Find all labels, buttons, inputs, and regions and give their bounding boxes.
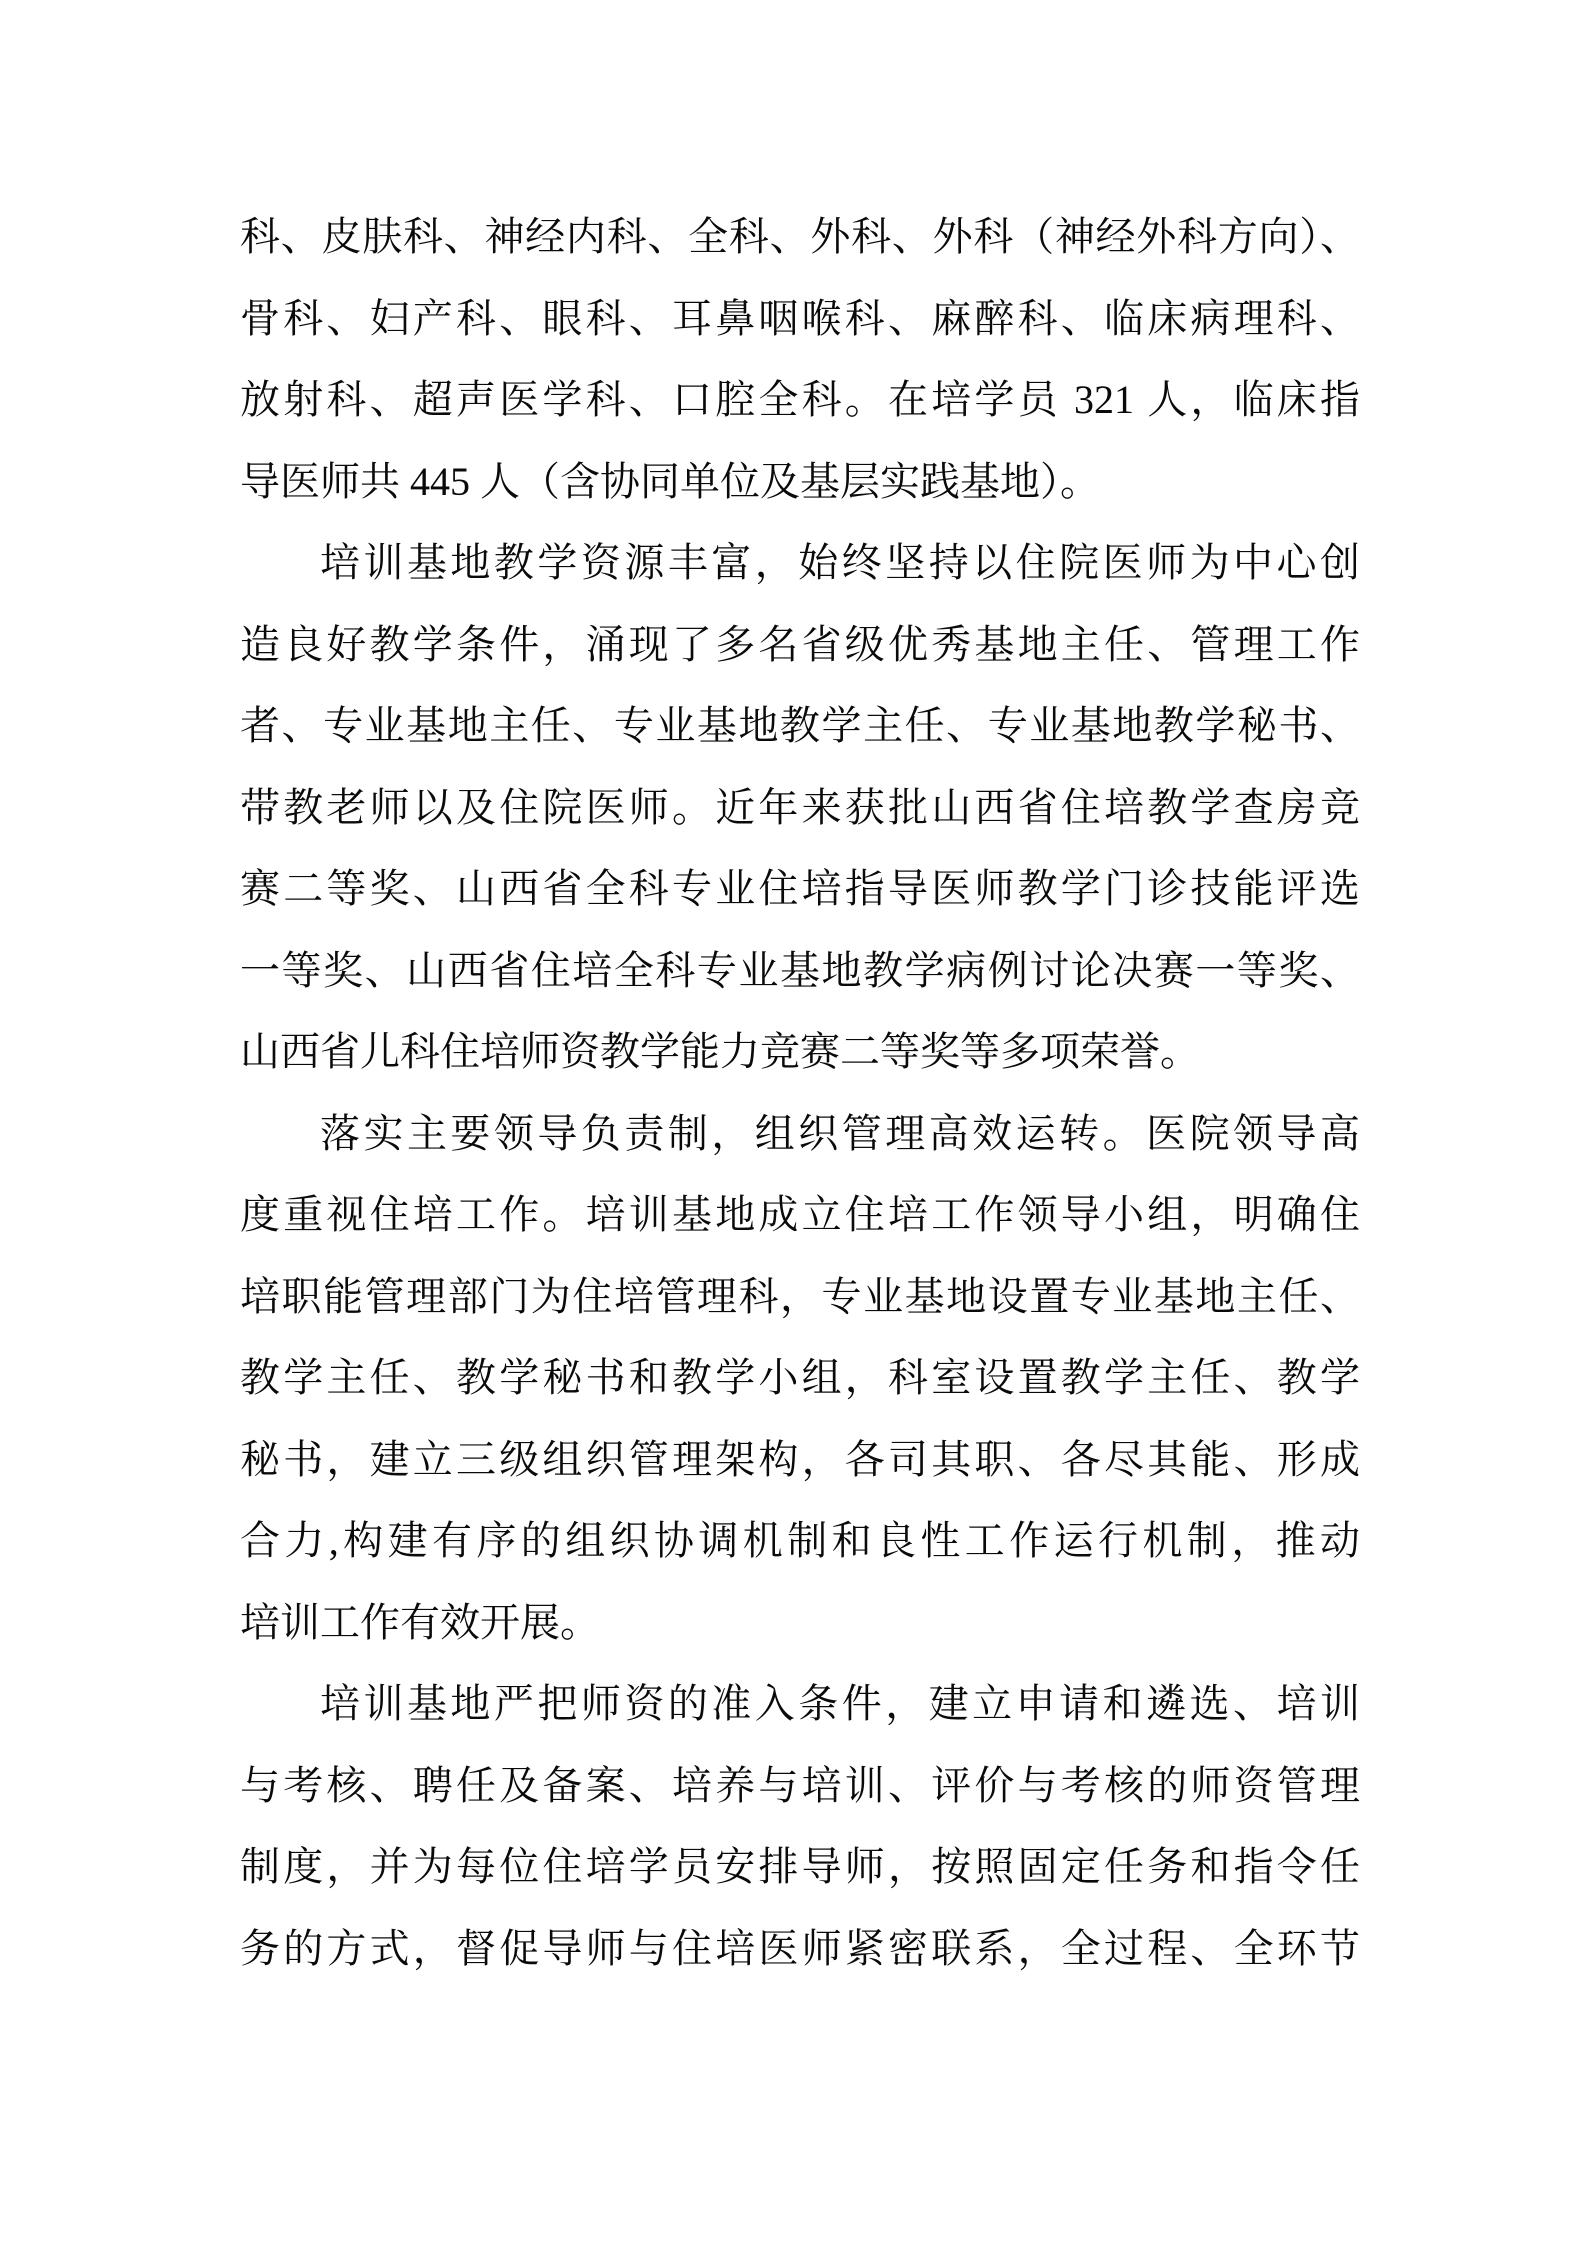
document-text <box>240 196 1360 1989</box>
text-line: 一等奖、山西省住培全科专业基地教学病例讨论决赛一等奖、 <box>240 947 1360 993</box>
text-line: 者、专业基地主任、专业基地教学主任、专业基地教学秘书、 <box>240 703 1360 748</box>
text-line: 合力,构建有序的组织协调机制和良性工作运行机制，推动 <box>240 1518 1360 1563</box>
text-line: 培职能管理部门为住培管理科，专业基地设置专业基地主任、 <box>240 1273 1360 1319</box>
text-line: 造良好教学条件，涌现了多名省级优秀基地主任、管理工作 <box>240 621 1360 667</box>
text-line: 度重视住培工作。培训基地成立住培工作领导小组，明确住 <box>240 1192 1360 1237</box>
text-line: 与考核、聘任及备案、培养与培训、评价与考核的师资管理 <box>240 1762 1360 1808</box>
text-line: 赛二等奖、山西省全科专业住培指导医师教学门诊技能评选 <box>240 866 1360 911</box>
text-line: 务的方式，督促导师与住培医师紧密联系，全过程、全环节 <box>240 1925 1360 1971</box>
text-line: 导医师共 445 人（含协同单位及基层实践基地）。 <box>240 458 1100 504</box>
text-line: 培训基地教学资源丰富，始终坚持以住院医师为中心创 <box>320 540 1360 585</box>
text-line: 科、皮肤科、神经内科、全科、外科、外科（神经外科方向）、 <box>240 214 1360 259</box>
text-line: 秘书，建立三级组织管理架构，各司其职、各尽其能、形成 <box>240 1436 1360 1482</box>
text-line: 骨科、妇产科、眼科、耳鼻咽喉科、麻醉科、临床病理科、 <box>240 295 1360 341</box>
text-line: 培训工作有效开展。 <box>240 1599 600 1645</box>
text-line: 培训基地严把师资的准入条件，建立申请和遴选、培训 <box>320 1681 1360 1726</box>
text-line: 山西省儿科住培师资教学能力竞赛二等奖等多项荣誉。 <box>240 1029 1200 1074</box>
text-line: 放射科、超声医学科、口腔全科。在培学员 321 人，临床指 <box>240 377 1360 422</box>
text-line: 教学主任、教学秘书和教学小组，科室设置教学主任、教学 <box>240 1355 1360 1400</box>
text-line: 制度，并为每位住培学员安排导师，按照固定任务和指令任 <box>240 1844 1360 1889</box>
text-line: 带教老师以及住院医师。近年来获批山西省住培教学查房竞 <box>240 784 1360 830</box>
text-line: 落实主要领导负责制，组织管理高效运转。医院领导高 <box>320 1110 1360 1156</box>
